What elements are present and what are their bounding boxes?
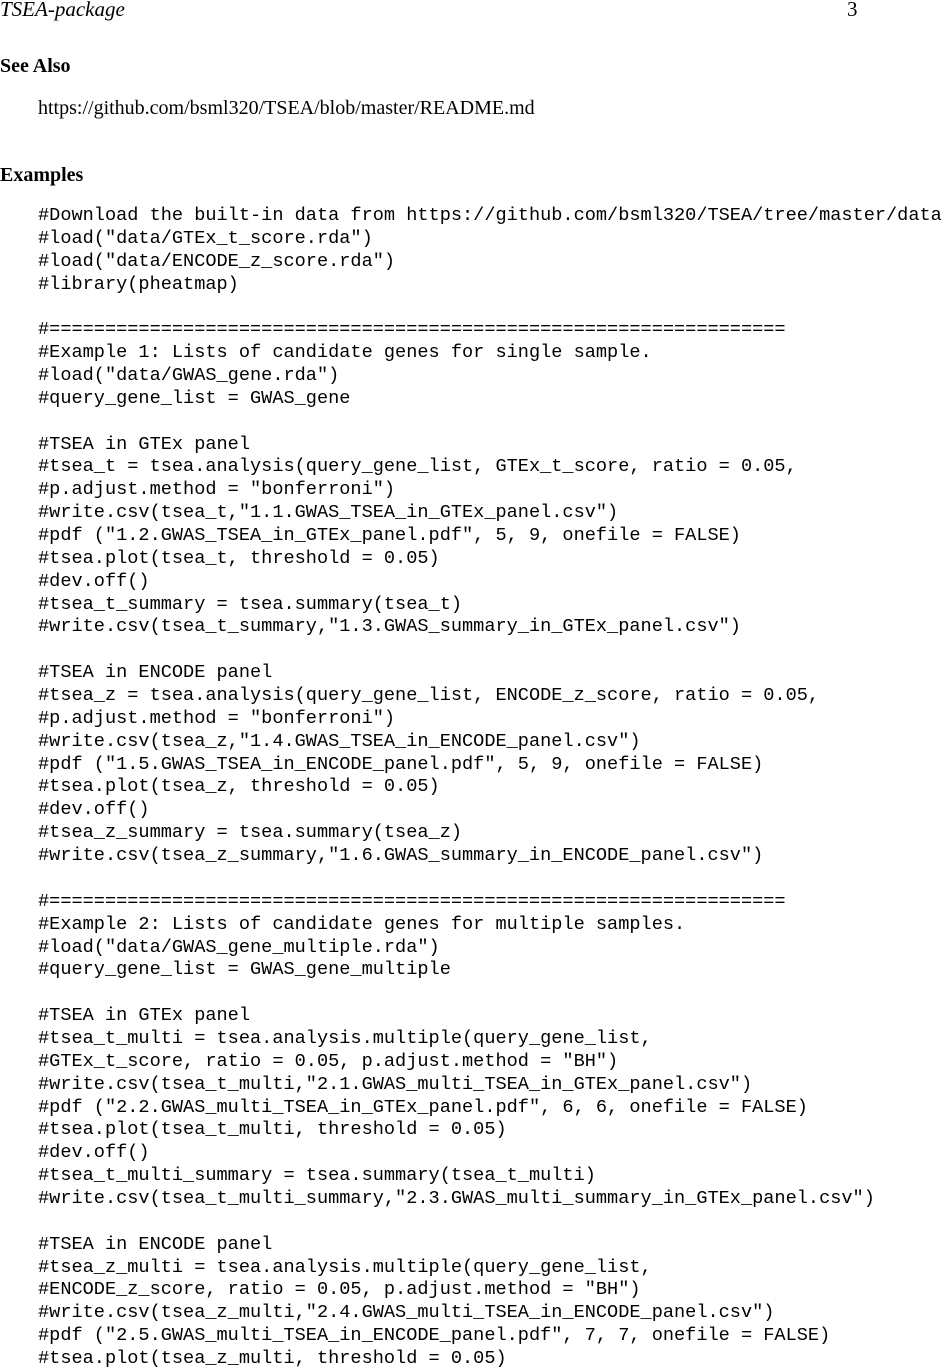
code-line: #query_gene_list = GWAS_gene [38,387,351,409]
page-header-title: TSEA-package [0,0,125,21]
code-line: #tsea.plot(tsea_z_multi, threshold = 0.05) [38,1347,507,1369]
code-line: #pdf ("2.2.GWAS_multi_TSEA_in_GTEx_panel.pdf", 6, 6, onefile = FALSE) [38,1096,808,1118]
code-line: #write.csv(tsea_t_multi_summary,"2.3.GWAS_multi_summary_in_GTEx_panel.csv") [38,1187,875,1209]
code-line: #pdf ("1.5.GWAS_TSEA_in_ENCODE_panel.pdf", 5, 9, onefile = FALSE) [38,753,764,775]
code-line [38,868,942,891]
code-line: #tsea.plot(tsea_t, threshold = 0.05) [38,547,440,569]
code-line [38,411,942,434]
code-line: #load("data/GWAS_gene.rda") [38,365,340,387]
code-line: #tsea_z_summary = tsea.summary(tsea_z) [38,822,463,844]
examples-heading: Examples [0,164,84,186]
code-line: #================================================================== [38,890,786,912]
code-line: #tsea_t_summary = tsea.summary(tsea_t) [38,593,463,615]
code-line: #Example 2: Lists of candidate genes for multiple samples. [38,913,686,935]
code-line: #tsea_t = tsea.analysis(query_gene_list, GTEx_t_score, ratio = 0.05, [38,456,797,478]
code-line: #TSEA in ENCODE panel [38,1233,273,1255]
code-line: #tsea.plot(tsea_t_multi, threshold = 0.05) [38,1119,507,1141]
page-number: 3 [847,0,858,21]
code-line: #write.csv(tsea_z,"1.4.GWAS_TSEA_in_ENCODE_panel.csv") [38,730,641,752]
code-line: #tsea_t_multi = tsea.analysis.multiple(query_gene_list, [38,1027,652,1049]
code-line: #Example 1: Lists of candidate genes for single sample. [38,342,652,364]
code-line: #write.csv(tsea_z_summary,"1.6.GWAS_summary_in_ENCODE_panel.csv") [38,845,764,867]
code-line: #write.csv(tsea_z_multi,"2.4.GWAS_multi_TSEA_in_ENCODE_panel.csv") [38,1302,775,1324]
readme-link[interactable]: https://github.com/bsml320/TSEA/blob/master/README.md [38,97,535,119]
code-line: #dev.off() [38,570,150,592]
code-line: #write.csv(tsea_t_multi,"2.1.GWAS_multi_TSEA_in_GTEx_panel.csv") [38,1073,753,1095]
code-line [38,639,942,662]
code-line: #load("data/GWAS_gene_multiple.rda") [38,936,440,958]
code-line: #GTEx_t_score, ratio = 0.05, p.adjust.method = "BH") [38,1050,619,1072]
code-line: #pdf ("1.2.GWAS_TSEA_in_GTEx_panel.pdf", 5, 9, onefile = FALSE) [38,525,741,547]
code-line: #p.adjust.method = "bonferroni") [38,707,396,729]
code-line: #dev.off() [38,1142,150,1164]
code-line [38,296,942,319]
code-line: #tsea_z_multi = tsea.analysis.multiple(query_gene_list, [38,1256,652,1278]
code-line [38,982,942,1005]
code-line: #pdf ("2.5.GWAS_multi_TSEA_in_ENCODE_panel.pdf", 7, 7, onefile = FALSE) [38,1325,831,1347]
code-line: #Download the built-in data from https://github.com/bsml320/TSEA/tree/master/data [38,205,942,226]
code-line: #library(pheatmap) [38,273,239,295]
code-line [38,1211,942,1234]
code-line: #tsea_z = tsea.analysis(query_gene_list, ENCODE_z_score, ratio = 0.05, [38,685,820,707]
code-line: #================================================================== [38,319,786,341]
code-line: #TSEA in GTEx panel [38,433,251,455]
code-line: #tsea_t_multi_summary = tsea.summary(tsea_t_multi) [38,1165,596,1187]
code-line: #dev.off() [38,799,150,821]
see-also-heading: See Also [0,55,71,77]
code-line: #write.csv(tsea_t,"1.1.GWAS_TSEA_in_GTEx_panel.csv") [38,502,619,524]
code-line: #ENCODE_z_score, ratio = 0.05, p.adjust.method = "BH") [38,1279,641,1301]
code-line: #p.adjust.method = "bonferroni") [38,479,396,501]
code-line: #write.csv(tsea_t_summary,"1.3.GWAS_summary_in_GTEx_panel.csv") [38,616,741,638]
example-code-block [38,205,942,1371]
code-line: #tsea.plot(tsea_z, threshold = 0.05) [38,776,440,798]
code-line: #load("data/ENCODE_z_score.rda") [38,250,396,272]
code-line: #TSEA in GTEx panel [38,1005,251,1027]
code-line: #TSEA in ENCODE panel [38,662,273,684]
code-line: #load("data/GTEx_t_score.rda") [38,227,373,249]
code-line: #query_gene_list = GWAS_gene_multiple [38,959,451,981]
